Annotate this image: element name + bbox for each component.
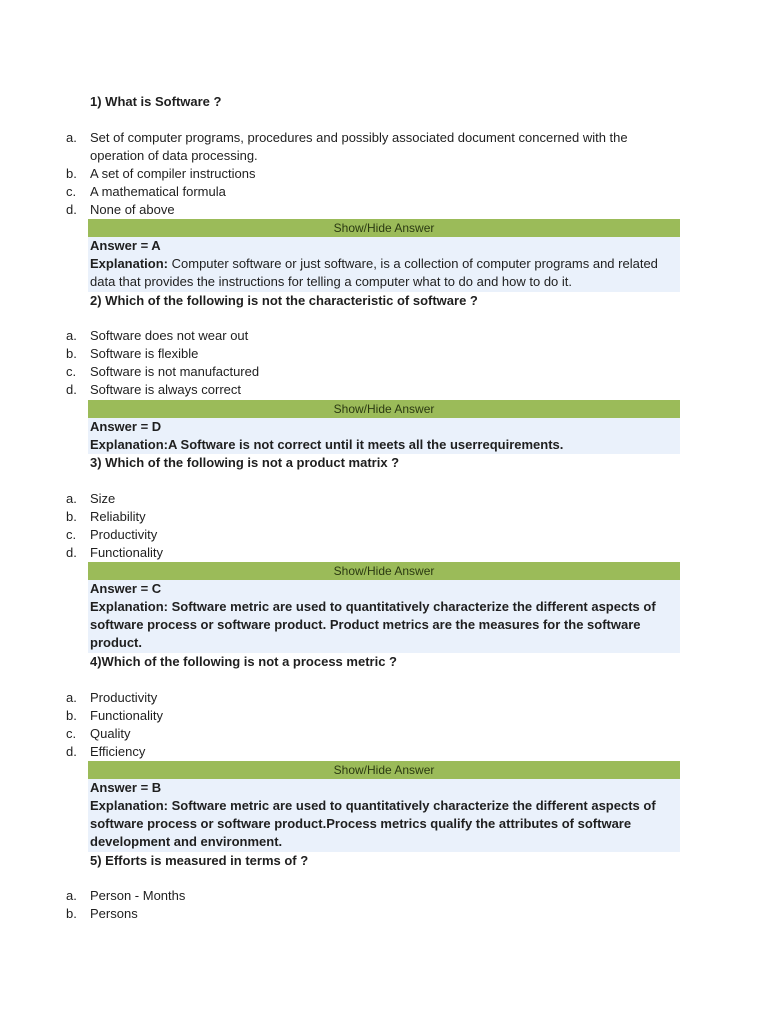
option-letter: a. (66, 690, 77, 705)
option-text: Persons (90, 906, 138, 921)
explanation-text: Explanation: Software metric are used to quantitatively characterize the different aspects of software process or software product. Product metrics are the measures for the software product. (90, 599, 656, 650)
option-text: Set of computer programs, procedures and possibly associated document concerned with the operation of data processing. (90, 130, 628, 163)
option-letter: b. (66, 906, 77, 921)
question-1-option-a (66, 129, 666, 165)
explanation-body: Computer software or just software, is a collection of computer programs and related data that provides the instructions for telling a computer what to do and how to do it. (90, 256, 658, 289)
option-text: Productivity (90, 690, 158, 705)
question-5-title: 5) Efforts is measured in terms of ? (90, 853, 309, 868)
option-letter: a. (66, 130, 77, 145)
answer-box (88, 779, 680, 852)
option-text: A set of compiler instructions (90, 166, 256, 181)
option-text: Reliability (90, 509, 146, 524)
answer-box (88, 580, 680, 653)
option-text: Software is always correct (90, 382, 241, 397)
question-1-title: 1) What is Software ? (90, 94, 222, 109)
answer-box (88, 418, 680, 454)
option-letter: d. (66, 382, 77, 397)
answer-text: Answer = B (90, 780, 162, 795)
option-letter: d. (66, 202, 77, 217)
show-hide-answer-button[interactable]: Show/Hide Answer (88, 761, 680, 779)
option-text: A mathematical formula (90, 184, 226, 199)
answer-box (88, 237, 680, 292)
option-text: Software does not wear out (90, 328, 249, 343)
explanation-text: Explanation: Software metric are used to quantitatively characterize the different aspects of software process or software product.Process metrics qualify the attributes of software development and environment. (90, 798, 656, 849)
answer-text: Answer = A (90, 238, 161, 253)
explanation-text (88, 255, 680, 291)
show-hide-answer-button[interactable]: Show/Hide Answer (88, 562, 680, 580)
option-text: Software is not manufactured (90, 364, 260, 379)
question-3-title: 3) Which of the following is not a product matrix ? (90, 455, 400, 470)
option-letter: b. (66, 346, 77, 361)
option-letter: c. (66, 184, 77, 199)
answer-text: Answer = C (90, 581, 162, 596)
option-letter: b. (66, 509, 77, 524)
option-text: Functionality (90, 545, 163, 560)
option-text: Software is flexible (90, 346, 199, 361)
question-4-title: 4)Which of the following is not a process metric ? (90, 654, 397, 669)
explanation-text: Explanation:A Software is not correct until it meets all the userrequirements. (90, 437, 564, 452)
show-hide-answer-button[interactable]: Show/Hide Answer (88, 400, 680, 418)
option-letter: a. (66, 491, 77, 506)
option-letter: d. (66, 744, 77, 759)
option-text: None of above (90, 202, 175, 217)
option-text: Functionality (90, 708, 163, 723)
option-letter: c. (66, 726, 77, 741)
option-text: Productivity (90, 527, 158, 542)
option-letter: a. (66, 888, 77, 903)
option-letter: b. (66, 708, 77, 723)
answer-text: Answer = D (90, 419, 162, 434)
show-hide-answer-button[interactable]: Show/Hide Answer (88, 219, 680, 237)
option-letter: c. (66, 527, 77, 542)
option-text: Efficiency (90, 744, 146, 759)
option-text: Size (90, 491, 116, 506)
option-text: Person - Months (90, 888, 186, 903)
option-letter: b. (66, 166, 77, 181)
option-letter: d. (66, 545, 77, 560)
question-2-title: 2) Which of the following is not the characteristic of software ? (90, 293, 478, 308)
option-letter: c. (66, 364, 77, 379)
explanation-label: Explanation: (90, 256, 169, 271)
option-letter: a. (66, 328, 77, 343)
option-text: Quality (90, 726, 131, 741)
